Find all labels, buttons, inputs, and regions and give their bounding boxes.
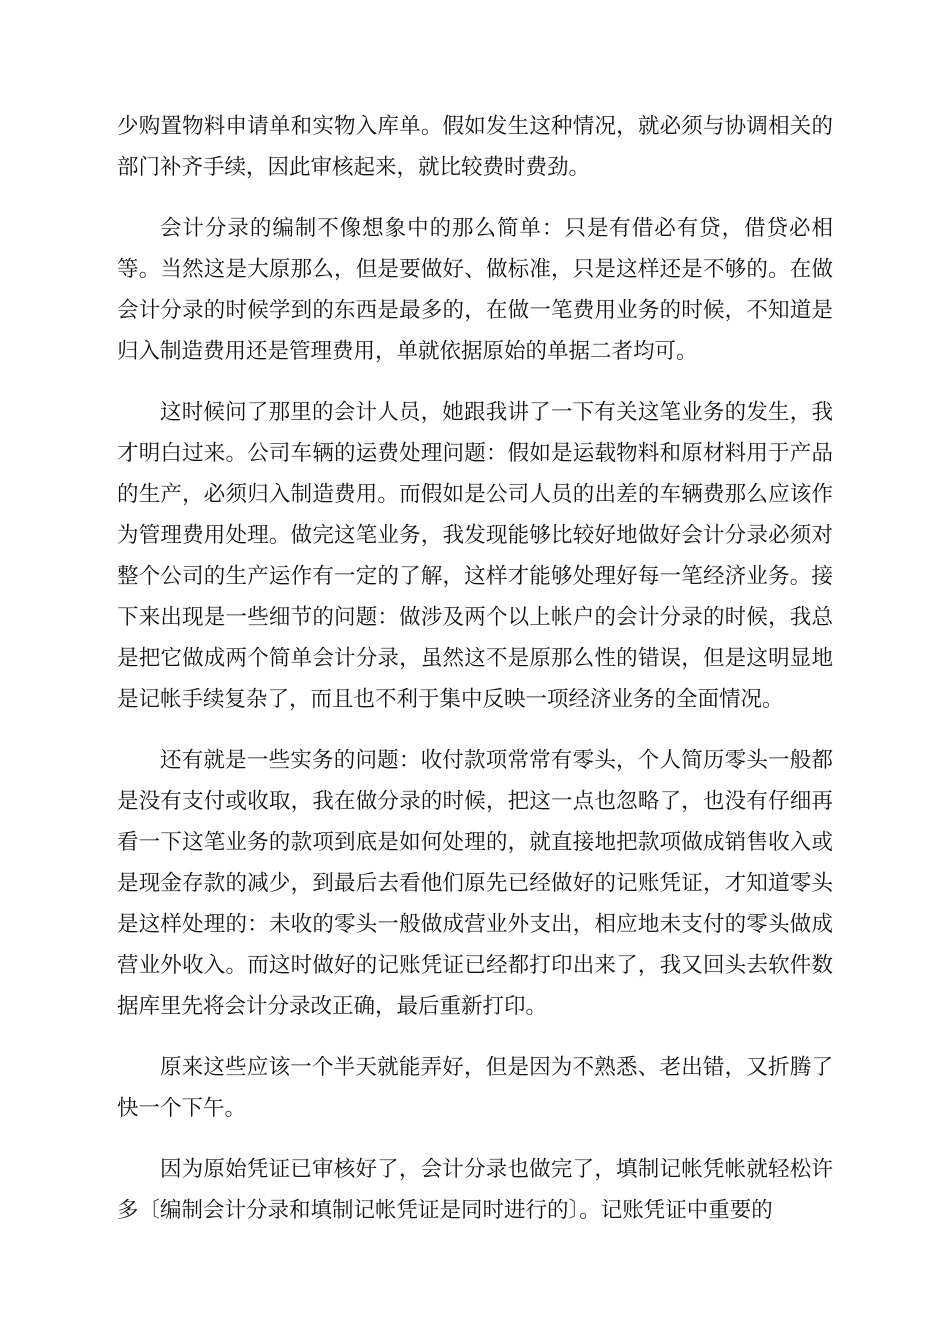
paragraph-1: 少购置物料申请单和实物入库单。假如发生这种情况，就必须与协调相关的部门补齐手续，因此审核起来，就比较费时费劲。 (117, 114, 833, 180)
paragraph-6: 因为原始凭证已审核好了，会计分录也做完了，填制记帐凭帐就轻松许多〔编制会计分录和填制记帐凭证是同时进行的〕。记账凭证中重要的 (117, 1157, 833, 1223)
paragraph-5: 原来这些应该一个半天就能弄好，但是因为不熟悉、老出错，又折腾了快一个下午。 (117, 1055, 833, 1121)
paragraph-4: 还有就是一些实务的问题：收付款项常常有零头，个人简历零头一般都是没有支付或收取，我在做分录的时候，把这一点也忽略了，也没有仔细再看一下这笔业务的款项到底是如何处理的，就直接地把款项做成销售收入或是现金存款的减少，到最后去看他们原先已经做好的记账凭证，才知道零头是这样处理的：未收的零头一般做成营业外支出，相应地未支付的零头做成营业外收入。而这时做好的记账凭证已经都打印出来了，我又回头去软件数据库里先将会计分录改正确，最后重新打印。 (117, 748, 833, 1019)
document-body (117, 106, 833, 1251)
paragraph-3: 这时候问了那里的会计人员，她跟我讲了一下有关这笔业务的发生，我才明白过来。公司车辆的运费处理问题：假如是运载物料和原材料用于产品的生产，必须归入制造费用。而假如是公司人员的出差的车辆费那么应该作为管理费用处理。做完这笔业务，我发现能够比较好地做好会计分录必须对整个公司的生产运作有一定的了解，这样才能够处理好每一笔经济业务。接下来出现是一些细节的问题：做涉及两个以上帐户的会计分录的时候，我总是把它做成两个简单会计分录，虽然这不是原那么性的错误，但是这明显地是记帐手续复杂了，而且也不利于集中反映一项经济业务的全面情况。 (117, 400, 833, 712)
paragraph-2: 会计分录的编制不像想象中的那么简单：只是有借必有贷，借贷必相等。当然这是大原那么，但是要做好、做标准，只是这样还是不够的。在做会计分录的时候学到的东西是最多的，在做一笔费用业务的时候，不知道是归入制造费用还是管理费用，单就依据原始的单据二者均可。 (117, 216, 833, 364)
